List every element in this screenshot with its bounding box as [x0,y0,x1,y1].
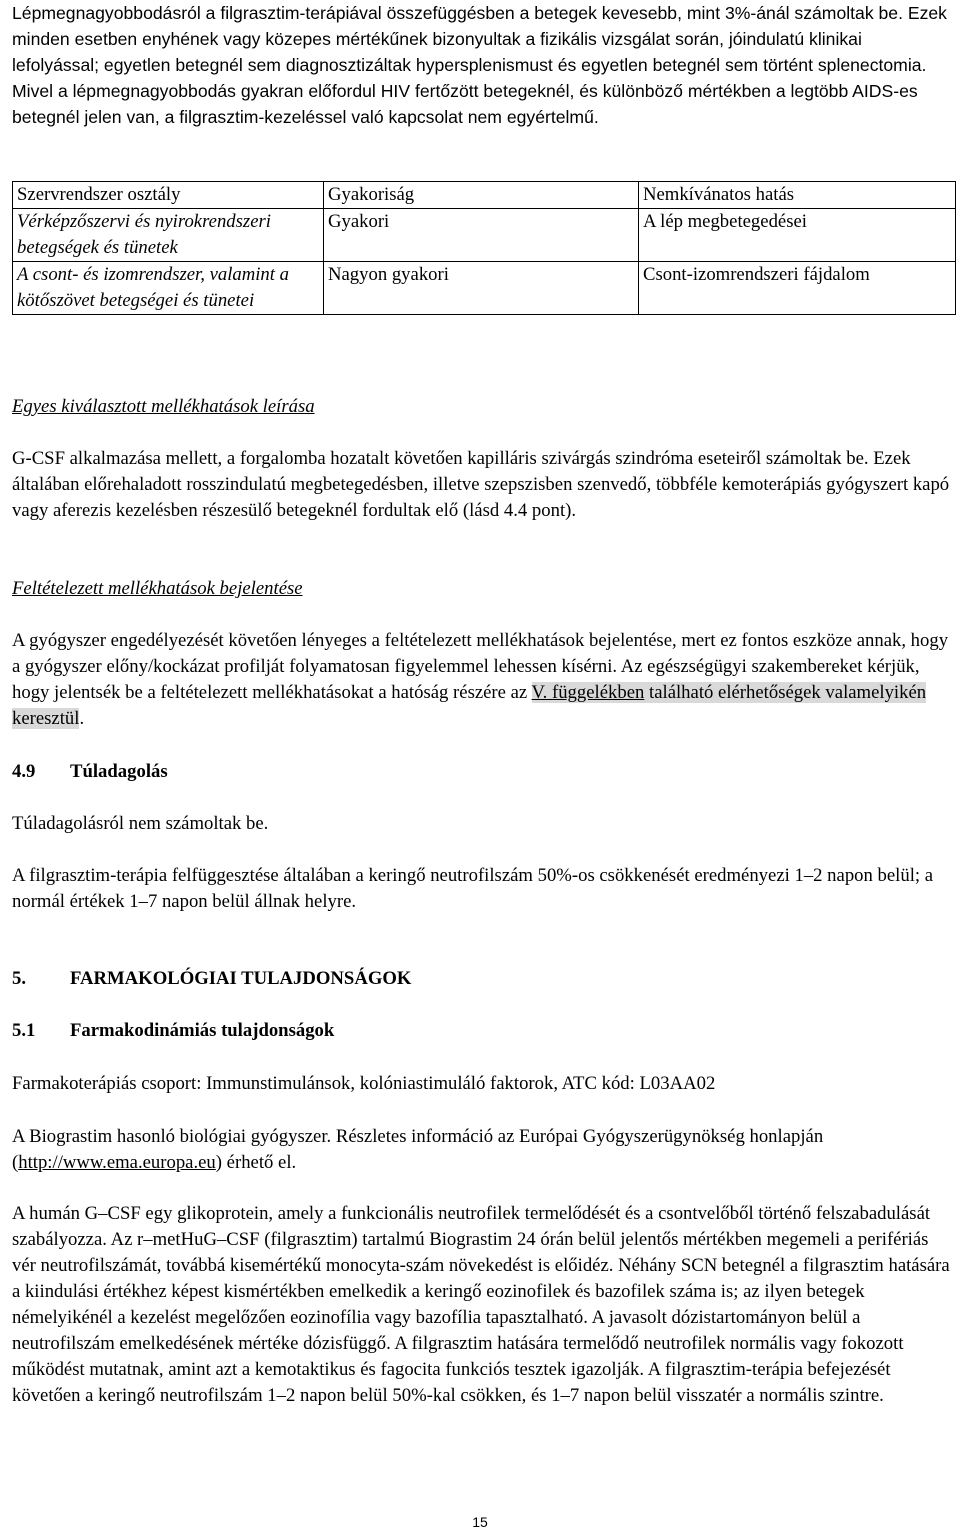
section-title: Túladagolás [70,761,168,782]
page-number: 15 [472,1514,488,1530]
section-title: Farmakodinámiás tulajdonságok [70,1020,335,1041]
header-adverse-effect: Nemkívánatos hatás [639,182,956,209]
reporting-text-end: található elérhetőségek valamelyikén keresztül [12,682,927,729]
adverse-reactions-table [12,181,956,315]
section-5-1-heading [12,1018,952,1044]
appendix-v-link[interactable]: V. függelékben [531,682,645,703]
header-frequency: Gyakoriság [324,182,639,209]
biosimilar-paragraph [12,1124,952,1176]
overdose-paragraph-1: Túladagolásról nem számoltak be. [12,813,269,834]
selected-effects-heading-text: Egyes kiválasztott mellékhatások leírása [12,396,315,417]
table-header-row [13,182,956,209]
selected-effects-heading [12,394,952,420]
organ-class-cell: Vérképzőszervi és nyirokrendszeri betegségek és tünetek [13,209,324,262]
reporting-heading [12,576,952,602]
reporting-heading-text: Feltételezett mellékhatások bejelentése [12,578,303,599]
table-row [13,262,956,315]
table-row [13,209,956,262]
adverse-effect-cell: Csont-izomrendszeri fájdalom [639,262,956,315]
intro-paragraph: Lépmegnagyobbodásról a filgrasztim-terápiával összefüggésben a betegek kevesebb, mint 3%-ánál számoltak be. Ezek minden esetben enyhének vagy közepes mértékűnek bizonyultak a fizikális vizsgálat során, jóindulatú klinikai lefolyással; egyetlen betegnél sem diagnosztizáltak hypersplenismust és egyetlen betegnél sem történt splenectomia. Mivel a lépmegnagyobbodás gyakran előfordul HIV fertőzött betegeknél, és különböző mértékben a legtöbb AIDS-es betegnél jelen van, a filgrasztim-kezeléssel való kapcsolat nem egyértelmű. [12,3,947,127]
frequency-cell: Gyakori [324,209,639,262]
section-number: 5. [12,968,27,989]
header-organ-class: Szervrendszer osztály [13,182,324,209]
section-number: 5.1 [12,1020,36,1041]
adverse-effect-cell: A lép megbetegedései [639,209,956,262]
ema-link[interactable]: http://www.ema.europa.eu [18,1152,216,1173]
frequency-cell: Nagyon gyakori [324,262,639,315]
section-5-heading [12,966,952,992]
section-4-9-heading [12,759,952,785]
pharmacotherapeutic-group: Farmakoterápiás csoport: Immunstimulánsok, kolóniastimuláló faktorok, ATC kód: L03AA02 [12,1073,716,1094]
reporting-paragraph [12,628,952,732]
overdose-paragraph-2: A filgrasztim-terápia felfüggesztése általában a keringő neutrofilszám 50%-os csökkenését eredményezi 1–2 napon belül; a normál értékek 1–7 napon belül állnak helyre. [12,865,934,912]
gcsf-paragraph: A humán G–CSF egy glikoprotein, amely a funkcionális neutrofilek termelődését és a csontvelőből történő felszabadulását szabályozza. Az r–metHuG–CSF (filgrasztim) tartalmú Biograstim 24 órán belül jelentős mértékben megemeli a perifériás vér neutrofilszámát, továbbá kisemértékű monocyta-szám növekedést is előidéz. Néhány SCN betegnél a filgrasztim hatására a kiindulási értékhez képest kismértékben emelkedik a keringő eozinofilek és bazofilek száma is; az ilyen betegek némelyikénél a kezelést megelőzően eozinofília vagy bazofília tapasztalható. A javasolt dózistartományon belül a neutrofilszám emelkedésének mértéke dózisfüggő. A filgrasztim hatására termelődő neutrofilek normális vagy fokozott működést mutatnak, amint azt a kemotaktikus és fagocita funkciós tesztek igazolják. A filgrasztim-terápia befejezését követően a keringő neutrofilszám 1–2 napon belül 50%-kal csökken, és 1–7 napon belül visszatér a normális szintre. [12,1203,950,1406]
reporting-period: . [79,708,85,729]
section-title: FARMAKOLÓGIAI TULAJDONSÁGOK [70,968,412,989]
section-number: 4.9 [12,761,36,782]
biosimilar-text-end: ) érhető el. [215,1152,297,1173]
biosimilar-text: A Biograstim hasonló biológiai gyógyszer. Részletes információ az Európai Gyógyszerügynökség honlapján ( [12,1126,824,1173]
capillary-leak-paragraph: G-CSF alkalmazása mellett, a forgalomba hozatalt követően kapilláris szivárgás szindróma eseteiről számoltak be. Ezek általában előrehaladott rosszindulatú megbetegedésben, illetve szepszisben szenvedő, többféle kemoterápiás gyógyszert kapó vagy aferezis kezelésben részesülő betegeknél fordultak elő (lásd 4.4 pont). [12,448,950,521]
organ-class-cell: A csont- és izomrendszer, valamint a kötőszövet betegségei és tünetei [13,262,324,315]
reporting-text: A gyógyszer engedélyezését követően lényeges a feltételezett mellékhatások bejelentése, mert ez fontos eszköze annak, hogy a gyógyszer előny/kockázat profilját folyamatosan figyelemmel lehessen kísérni. Az egészségügyi szakembereket kérjük, hogy jelentsék be a feltételezett mellékhatásokat a hatóság részére az [12,630,949,703]
